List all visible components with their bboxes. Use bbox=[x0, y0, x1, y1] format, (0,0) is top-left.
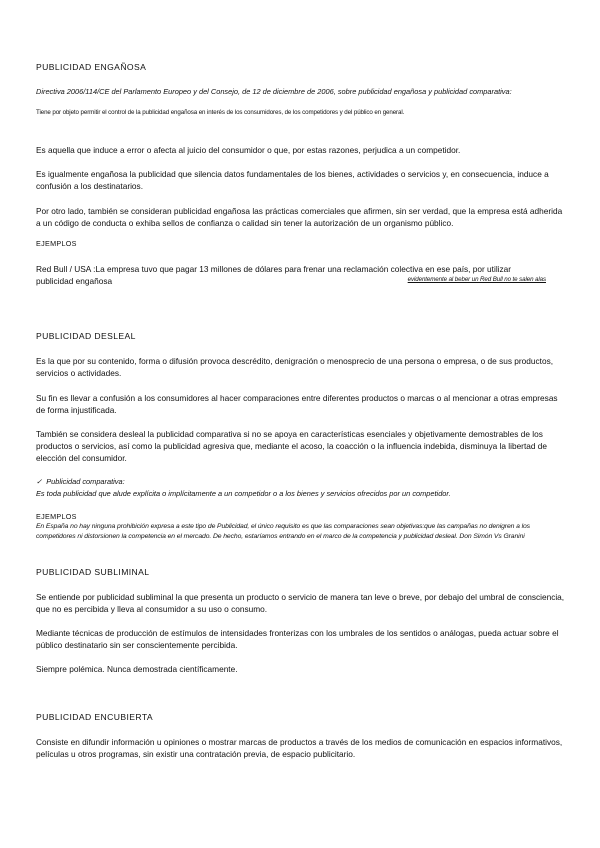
enganosa-paragraph-1: Es aquella que induce a error o afecta al juicio del consumidor o que, por estas razones, perjudica a un competidor. bbox=[36, 145, 461, 155]
enganosa-paragraph-2: Es igualmente engañosa la publicidad que silencia datos fundamentales de los bienes, actividades o servicios y, en consecuencia, induce a confusión a los destinatarios. bbox=[36, 169, 549, 191]
section-title-encubierta: PUBLICIDAD ENCUBIERTA bbox=[36, 712, 153, 722]
desleal-examples-label: EJEMPLOS bbox=[36, 512, 77, 521]
subliminal-paragraph-3: Siempre polémica. Nunca demostrada científicamente. bbox=[36, 664, 238, 674]
subliminal-paragraph-1: Se entiende por publicidad subliminal la que presenta un producto o servicio de manera tan leve o breve, por debajo del umbral de consciencia, que no es percibida y lleva al consumidor a su uso o consumo. bbox=[36, 592, 565, 614]
objective-text: Tiene por objeto permitir el control de la publicidad engañosa en interés de los consumidores, de los competidores y del público en general. bbox=[36, 109, 405, 116]
enganosa-example-line-2: publicidad engañosa bbox=[36, 276, 113, 286]
desleal-paragraph-2: Su fin es llevar a confusión a los consumidores al hacer comparaciones entre diferentes productos o marcas o al mencionar a otras empresas de forma injustificada. bbox=[36, 393, 558, 415]
desleal-paragraph-1: Es la que por su contenido, forma o difusión provoca descrédito, denigración o menosprecio de una persona o empresa, o de sus productos, servicios o actividades. bbox=[36, 356, 554, 378]
encubierta-paragraph-1: Consiste en difundir información u opiniones o mostrar marcas de productos a través de los medios de comunicación en espacios informativos, películas u otros programas, sin existir una contratación previa, de espacio publicitario. bbox=[36, 737, 563, 759]
subliminal-paragraph-2: Mediante técnicas de producción de estímulos de intensidades fronterizas con los umbrales de los sentidos o análogas, pueda actuar sobre el público destinatario sin ser conscientemente percibida. bbox=[36, 628, 559, 650]
enganosa-paragraph-3: Por otro lado, también se consideran publicidad engañosa las prácticas comerciales que afirmen, sin ser verdad, que la empresa está adherida a un código de conducta o exhiba sellos de confianza o calidad sin tener la autorización de un organismo público. bbox=[36, 206, 563, 228]
enganosa-examples-label: EJEMPLOS bbox=[36, 239, 77, 248]
desleal-example-text: En España no hay ninguna prohibición expresa a este tipo de Publicidad, el único requisito es que las comparaciones sean objetivas:que las campañas no denigren a los competidores ni distorsionen la competencia en el mercado. De hecho, estaríamos entrando en el marco de la competencia y publicidad desleal. Don Simón Vs Granini bbox=[36, 523, 530, 540]
comparative-title-row bbox=[36, 476, 568, 487]
comparative-text: Es toda publicidad que alude explícita o implícitamente a un competidor o a los bienes y servicios ofrecidos por un competidor. bbox=[36, 489, 451, 498]
directive-text: Directiva 2006/114/CE del Parlamento Europeo y del Consejo, de 12 de diciembre de 2006, sobre publicidad engañosa y publicidad comparativa: bbox=[36, 87, 512, 96]
section-title-enganosa: PUBLICIDAD ENGAÑOSA bbox=[36, 62, 147, 72]
enganosa-example-note: evidentemente al beber un Red Bull no te salen alas bbox=[407, 276, 546, 283]
enganosa-example-line-1: Red Bull / USA :La empresa tuvo que pagar 13 millones de dólares para frenar una reclamación colectiva en ese país, por utilizar bbox=[36, 264, 512, 274]
desleal-paragraph-3: También se considera desleal la publicidad comparativa si no se apoya en características esenciales y objetivamente demostrables de los productos o servicios, así como la publicidad agresiva que, mediante el acoso, la coacción o la influencia indebida, disminuya la libertad de elección del consumidor. bbox=[36, 429, 548, 463]
enganosa-example-line-2-row bbox=[36, 275, 546, 287]
section-title-desleal: PUBLICIDAD DESLEAL bbox=[36, 331, 136, 341]
check-icon: ✓ bbox=[36, 477, 43, 486]
section-title-subliminal: PUBLICIDAD SUBLIMINAL bbox=[36, 567, 150, 577]
comparative-title: Publicidad comparativa: bbox=[46, 477, 125, 486]
